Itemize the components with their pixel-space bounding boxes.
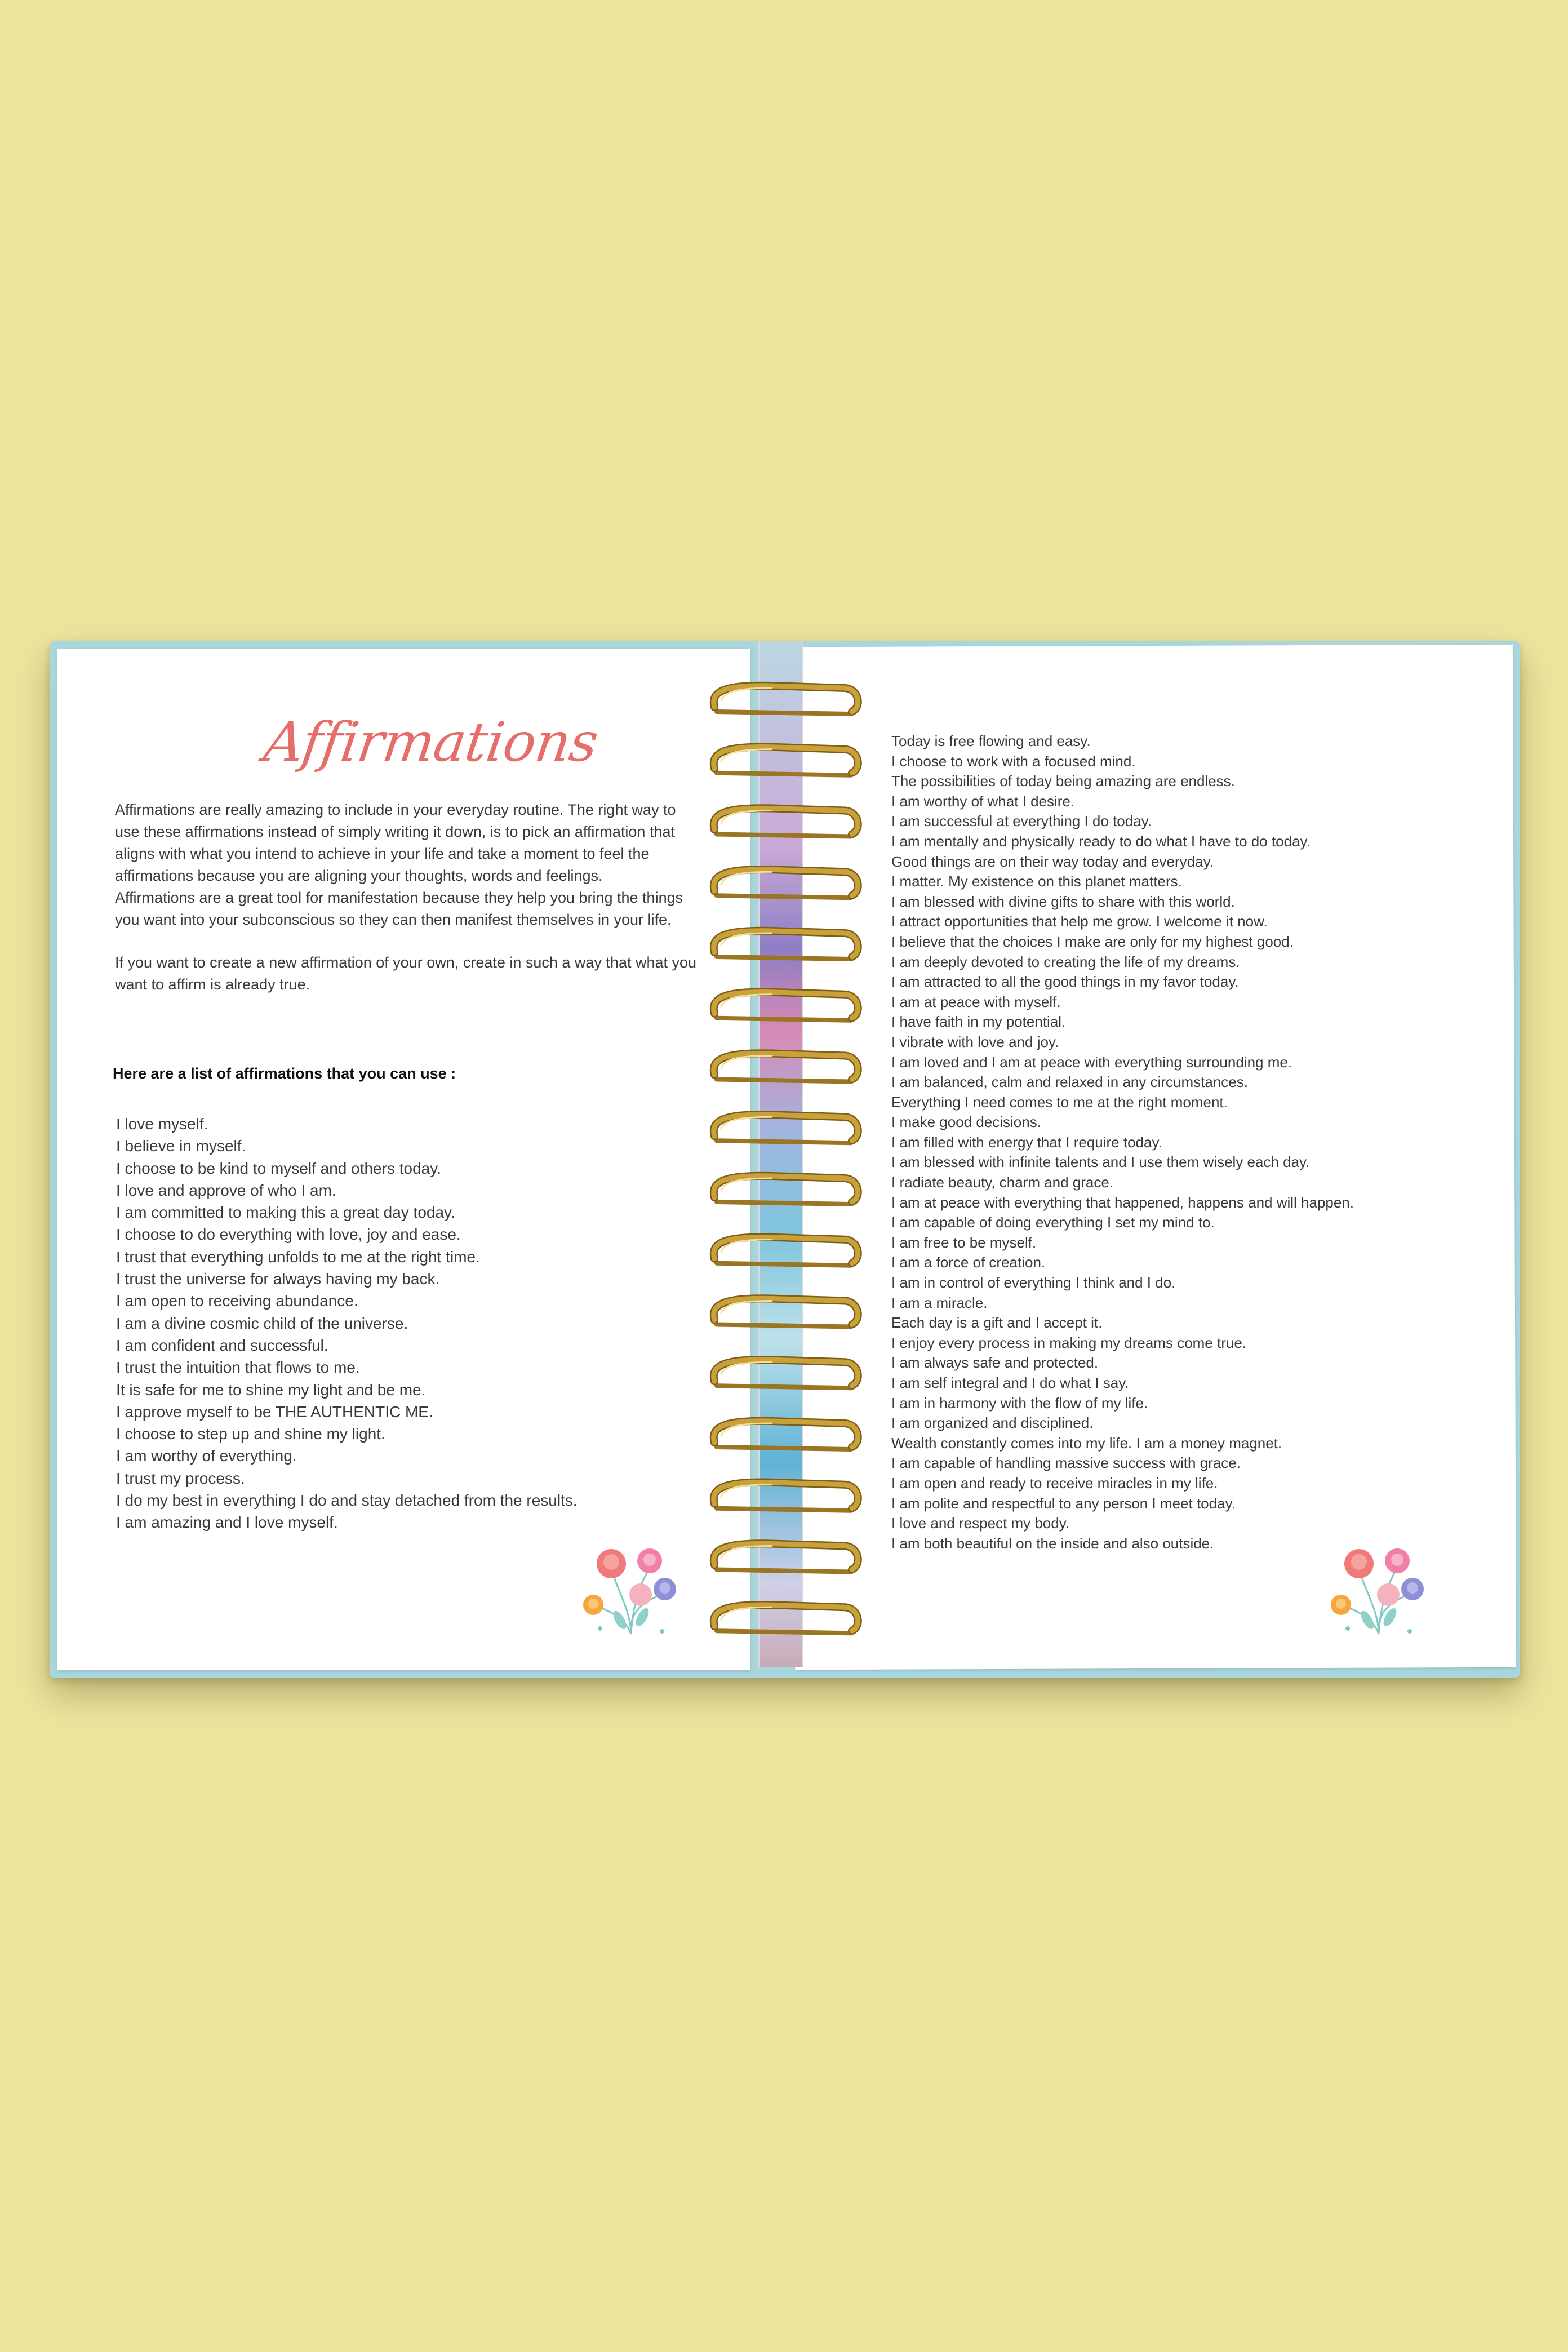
spiral-ring-icon <box>714 869 858 898</box>
list-item: I am amazing and I love myself. <box>116 1514 338 1532</box>
list-item: I am worthy of what I desire. <box>891 792 1075 810</box>
list-item: I am at peace with myself. <box>891 993 1061 1010</box>
list-item: I radiate beauty, charm and grace. <box>891 1174 1114 1191</box>
list-item: The possibilities of today being amazing are endless. <box>891 773 1235 790</box>
list-item: I trust that everything unfolds to me at the right time. <box>116 1248 480 1266</box>
list-item: I do my best in everything I do and stay detached from the results. <box>116 1492 578 1510</box>
spiral-ring-icon <box>714 1298 858 1326</box>
list-item: I attract opportunities that help me grow. I welcome it now. <box>891 913 1268 930</box>
list-item: Today is free flowing and easy. <box>891 733 1091 749</box>
flower-bouquet-icon <box>583 1548 676 1634</box>
spiral-binding <box>704 673 868 1654</box>
spiral-ring-icon <box>714 1360 858 1388</box>
list-item: I choose to work with a focused mind. <box>891 752 1136 770</box>
list-item: It is safe for me to shine my light and be me. <box>116 1381 426 1399</box>
list-item: I am balanced, calm and relaxed in any circumstances. <box>891 1073 1248 1091</box>
list-item: I am in control of everything I think and I do. <box>891 1274 1176 1292</box>
spiral-ring-icon <box>714 1421 858 1449</box>
spiral-ring-icon <box>714 1053 858 1081</box>
list-item: I am committed to making this a great day today. <box>116 1204 455 1222</box>
list-item: I am mentally and physically ready to do what I have to do today. <box>891 832 1311 850</box>
list-item: I am confident and successful. <box>116 1336 328 1354</box>
spiral-ring-icon <box>714 1483 858 1511</box>
list-item: I am capable of doing everything I set my mind to. <box>891 1214 1215 1231</box>
list-item: I am a force of creation. <box>891 1254 1046 1271</box>
flower-bouquet-icon <box>578 1516 685 1645</box>
list-item: I am free to be myself. <box>891 1233 1037 1251</box>
list-item: I am polite and respectful to any person I meet today. <box>891 1494 1236 1512</box>
list-item: I believe in myself. <box>116 1137 246 1155</box>
spiral-ring-icon <box>714 808 858 836</box>
affirmation-list-right <box>891 731 1354 1554</box>
list-item: I choose to step up and shine my light. <box>116 1425 385 1443</box>
list-item: I am a miracle. <box>891 1294 988 1311</box>
flower-bouquet-icon <box>1331 1548 1424 1634</box>
list-item: I enjoy every process in making my dreams come true. <box>891 1334 1247 1351</box>
page-title: Affirmations <box>260 711 602 774</box>
list-item: I am organized and disciplined. <box>891 1414 1094 1432</box>
list-item: I love myself. <box>116 1115 208 1133</box>
list-item: I vibrate with love and joy. <box>891 1033 1059 1050</box>
list-item: I believe that the choices I make are only for my highest good. <box>891 933 1294 950</box>
list-item: Good things are on their way today and everyday. <box>891 853 1214 870</box>
list-item: Each day is a gift and I accept it. <box>891 1314 1103 1332</box>
list-item: I am capable of handling massive success with grace. <box>891 1454 1241 1472</box>
list-item: I am at peace with everything that happened, happens and will happen. <box>891 1193 1354 1211</box>
list-item: I am attracted to all the good things in my favor today. <box>891 973 1239 991</box>
list-item: I am in harmony with the flow of my life. <box>891 1394 1148 1412</box>
list-item: I am open to receiving abundance. <box>116 1292 358 1310</box>
list-item: I love and approve of who I am. <box>116 1181 336 1199</box>
list-item: I choose to do everything with love, joy and ease. <box>116 1226 461 1244</box>
list-item: I am blessed with infinite talents and I use them wisely each day. <box>891 1153 1310 1171</box>
flower-bouquet-icon <box>1325 1516 1432 1645</box>
list-item: I am worthy of everything. <box>116 1447 297 1465</box>
spiral-ring-icon <box>714 1237 858 1266</box>
list-item: I trust my process. <box>116 1469 245 1487</box>
list-item: I am both beautiful on the inside and also outside. <box>891 1534 1214 1552</box>
list-item: I am self integral and I do what I say. <box>891 1374 1129 1391</box>
intro-paragraph: Affirmations are really amazing to include in your everyday routine. The right way to use these affirmations instead of simply writing it down, is to pick an affirmation that aligns with what you intend to achieve in your life and take a moment to feel the affirmations because you are aligning your thoughts, words and feelings. <box>115 801 676 884</box>
spiral-ring-icon <box>714 931 858 959</box>
spiral-ring-icon <box>714 747 858 775</box>
list-item: I approve myself to be THE AUTHENTIC ME. <box>116 1403 433 1421</box>
list-item: I am open and ready to receive miracles in my life. <box>891 1474 1218 1492</box>
intro-paragraph: If you want to create a new affirmation of your own, create in such a way that what you want to affirm is already true. <box>115 954 697 993</box>
list-item: I trust the universe for always having my back. <box>116 1270 440 1288</box>
list-item: I make good decisions. <box>891 1113 1041 1131</box>
spiral-ring-icon <box>714 1115 858 1143</box>
list-item: I am blessed with divine gifts to share with this world. <box>891 893 1235 910</box>
spiral-ring-icon <box>714 992 858 1020</box>
list-item: I am deeply devoted to creating the life of my dreams. <box>891 953 1240 970</box>
list-item: I am a divine cosmic child of the universe. <box>116 1314 408 1332</box>
spiral-ring-icon <box>714 1176 858 1204</box>
intro-text <box>115 799 701 996</box>
list-heading: Here are a list of affirmations that you can use : <box>113 1065 456 1082</box>
list-item: I choose to be kind to myself and others today. <box>116 1159 441 1177</box>
affirmation-list-left <box>116 1113 578 1534</box>
list-item: I matter. My existence on this planet matters. <box>891 873 1182 890</box>
list-item: I am successful at everything I do today. <box>891 813 1152 830</box>
intro-paragraph: Affirmations are a great tool for manifestation because they help you bring the things you want into your subconscious so they can then manifest themselves in your life. <box>115 889 683 928</box>
list-item: Wealth constantly comes into my life. I am a money magnet. <box>891 1434 1282 1452</box>
list-item: I am always safe and protected. <box>891 1354 1099 1372</box>
spiral-ring-icon <box>714 1605 858 1633</box>
list-item: I have faith in my potential. <box>891 1013 1066 1031</box>
list-item: I love and respect my body. <box>891 1515 1070 1532</box>
list-item: Everything I need comes to me at the right moment. <box>891 1093 1228 1111</box>
spiral-ring-icon <box>714 686 858 714</box>
list-item: I am loved and I am at peace with everything surrounding me. <box>891 1053 1292 1071</box>
list-item: I trust the intuition that flows to me. <box>116 1359 360 1377</box>
spiral-ring-icon <box>714 1543 858 1572</box>
list-item: I am filled with energy that I require today. <box>891 1133 1162 1151</box>
